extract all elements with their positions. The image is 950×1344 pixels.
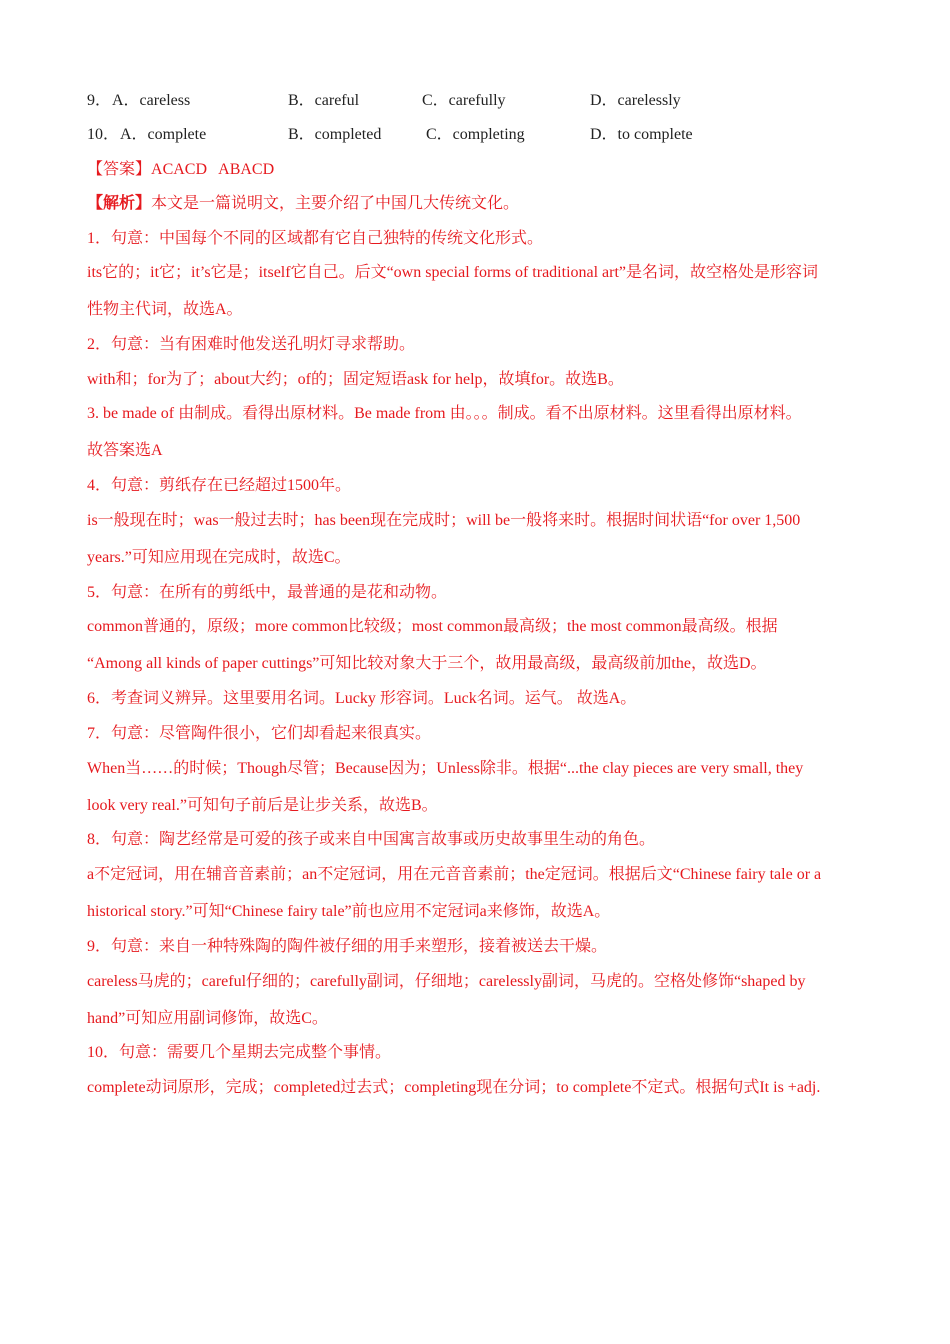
explanation-line: a不定冠词，用在辅音音素前；an不定冠词，用在元音音素前；the定冠词。根据后文“Chinese fairy tale or a — [87, 866, 822, 883]
answer-label: 【答案】 — [87, 161, 152, 178]
analysis-label: 【解析】 — [87, 195, 152, 212]
explanation-line: complete动词原形，完成；completed过去式；completing现在分词；to complete不定式。根据句式It is +adj. — [87, 1079, 821, 1096]
explanation-line: historical story.”可知“Chinese fairy tale”前也应用不定冠词a来修饰，故选A。 — [87, 903, 611, 920]
explanation-line: is一般现在时；was一般过去时；has been现在完成时；will be一般将来时。根据时间状语“for over 1,500 — [87, 512, 801, 529]
option-10-c: C．completing — [426, 126, 525, 143]
explanation-line: “Among all kinds of paper cuttings”可知比较对象大于三个，故用最高级，最高级前加the，故选D。 — [87, 655, 767, 672]
explanation-line: hand”可知应用副词修饰，故选C。 — [87, 1010, 328, 1027]
explanation-line: 5．句意：在所有的剪纸中，最普通的是花和动物。 — [87, 584, 448, 601]
option-row-9-number: 9． — [87, 92, 112, 109]
explanation-line: 10．句意：需要几个星期去完成整个事情。 — [87, 1044, 392, 1061]
analysis-text: 本文是一篇说明文，主要介绍了中国几大传统文化。 — [151, 195, 520, 212]
option-9-d: D．carelessly — [590, 92, 681, 109]
option-10-b: B．completed — [288, 126, 382, 143]
explanation-line: its它的；it它；it’s它是；itself它自己。后文“own special forms of traditional art”是名词，故空格处是形容词 — [87, 264, 819, 281]
option-row-10-number: 10． — [87, 126, 120, 143]
explanation-line: 6．考查词义辨异。这里要用名词。Lucky 形容词。Luck名词。运气。 故选A。 — [87, 690, 637, 707]
explanation-line: 故答案选A — [87, 442, 163, 459]
option-10-a: A．complete — [120, 126, 207, 143]
answer-text: ACACD ABACD — [151, 161, 275, 178]
explanation-line: 3. be made of 由制成。看得出原材料。Be made from 由。。。制成。看不出原材料。这里看得出原材料。 — [87, 405, 802, 422]
explanation-line: 2．句意：当有困难时他发送孔明灯寻求帮助。 — [87, 336, 416, 353]
option-9-c: C．carefully — [422, 92, 506, 109]
option-10-d: D．to complete — [590, 126, 693, 143]
explanation-line: 7．句意：尽管陶件很小，它们却看起来很真实。 — [87, 725, 432, 742]
explanation-line: When当……的时候；Though尽管；Because因为；Unless除非。根据“...the clay pieces are very small, they — [87, 760, 804, 777]
explanation-line: 9．句意：来自一种特殊陶的陶件被仔细的用手来塑形，接着被送去干燥。 — [87, 938, 608, 955]
answer-line — [87, 160, 274, 180]
option-9-a: A．careless — [112, 92, 191, 109]
analysis-line — [87, 194, 519, 214]
explanation-line: careless马虎的；careful仔细的；carefully副词，仔细地；carelessly副词，马虎的。空格处修饰“shaped by — [87, 973, 806, 990]
explanation-line: common普通的，原级；more common比较级；most common最高级；the most common最高级。根据 — [87, 618, 778, 635]
explanation-line: look very real.”可知句子前后是让步关系，故选B。 — [87, 797, 438, 814]
explanation-line: years.”可知应用现在完成时，故选C。 — [87, 549, 351, 566]
explanation-line: with和；for为了；about大约；of的；固定短语ask for help，故填for。故选B。 — [87, 371, 624, 388]
explanation-line: 8．句意：陶艺经常是可爱的孩子或来自中国寓言故事或历史故事里生动的角色。 — [87, 831, 656, 848]
option-9-b: B．careful — [288, 92, 360, 109]
explanation-line: 4．句意：剪纸存在已经超过1500年。 — [87, 477, 352, 494]
explanation-line: 1．句意：中国每个不同的区域都有它自己独特的传统文化形式。 — [87, 230, 544, 247]
explanation-line: 性物主代词，故选A。 — [87, 301, 243, 318]
